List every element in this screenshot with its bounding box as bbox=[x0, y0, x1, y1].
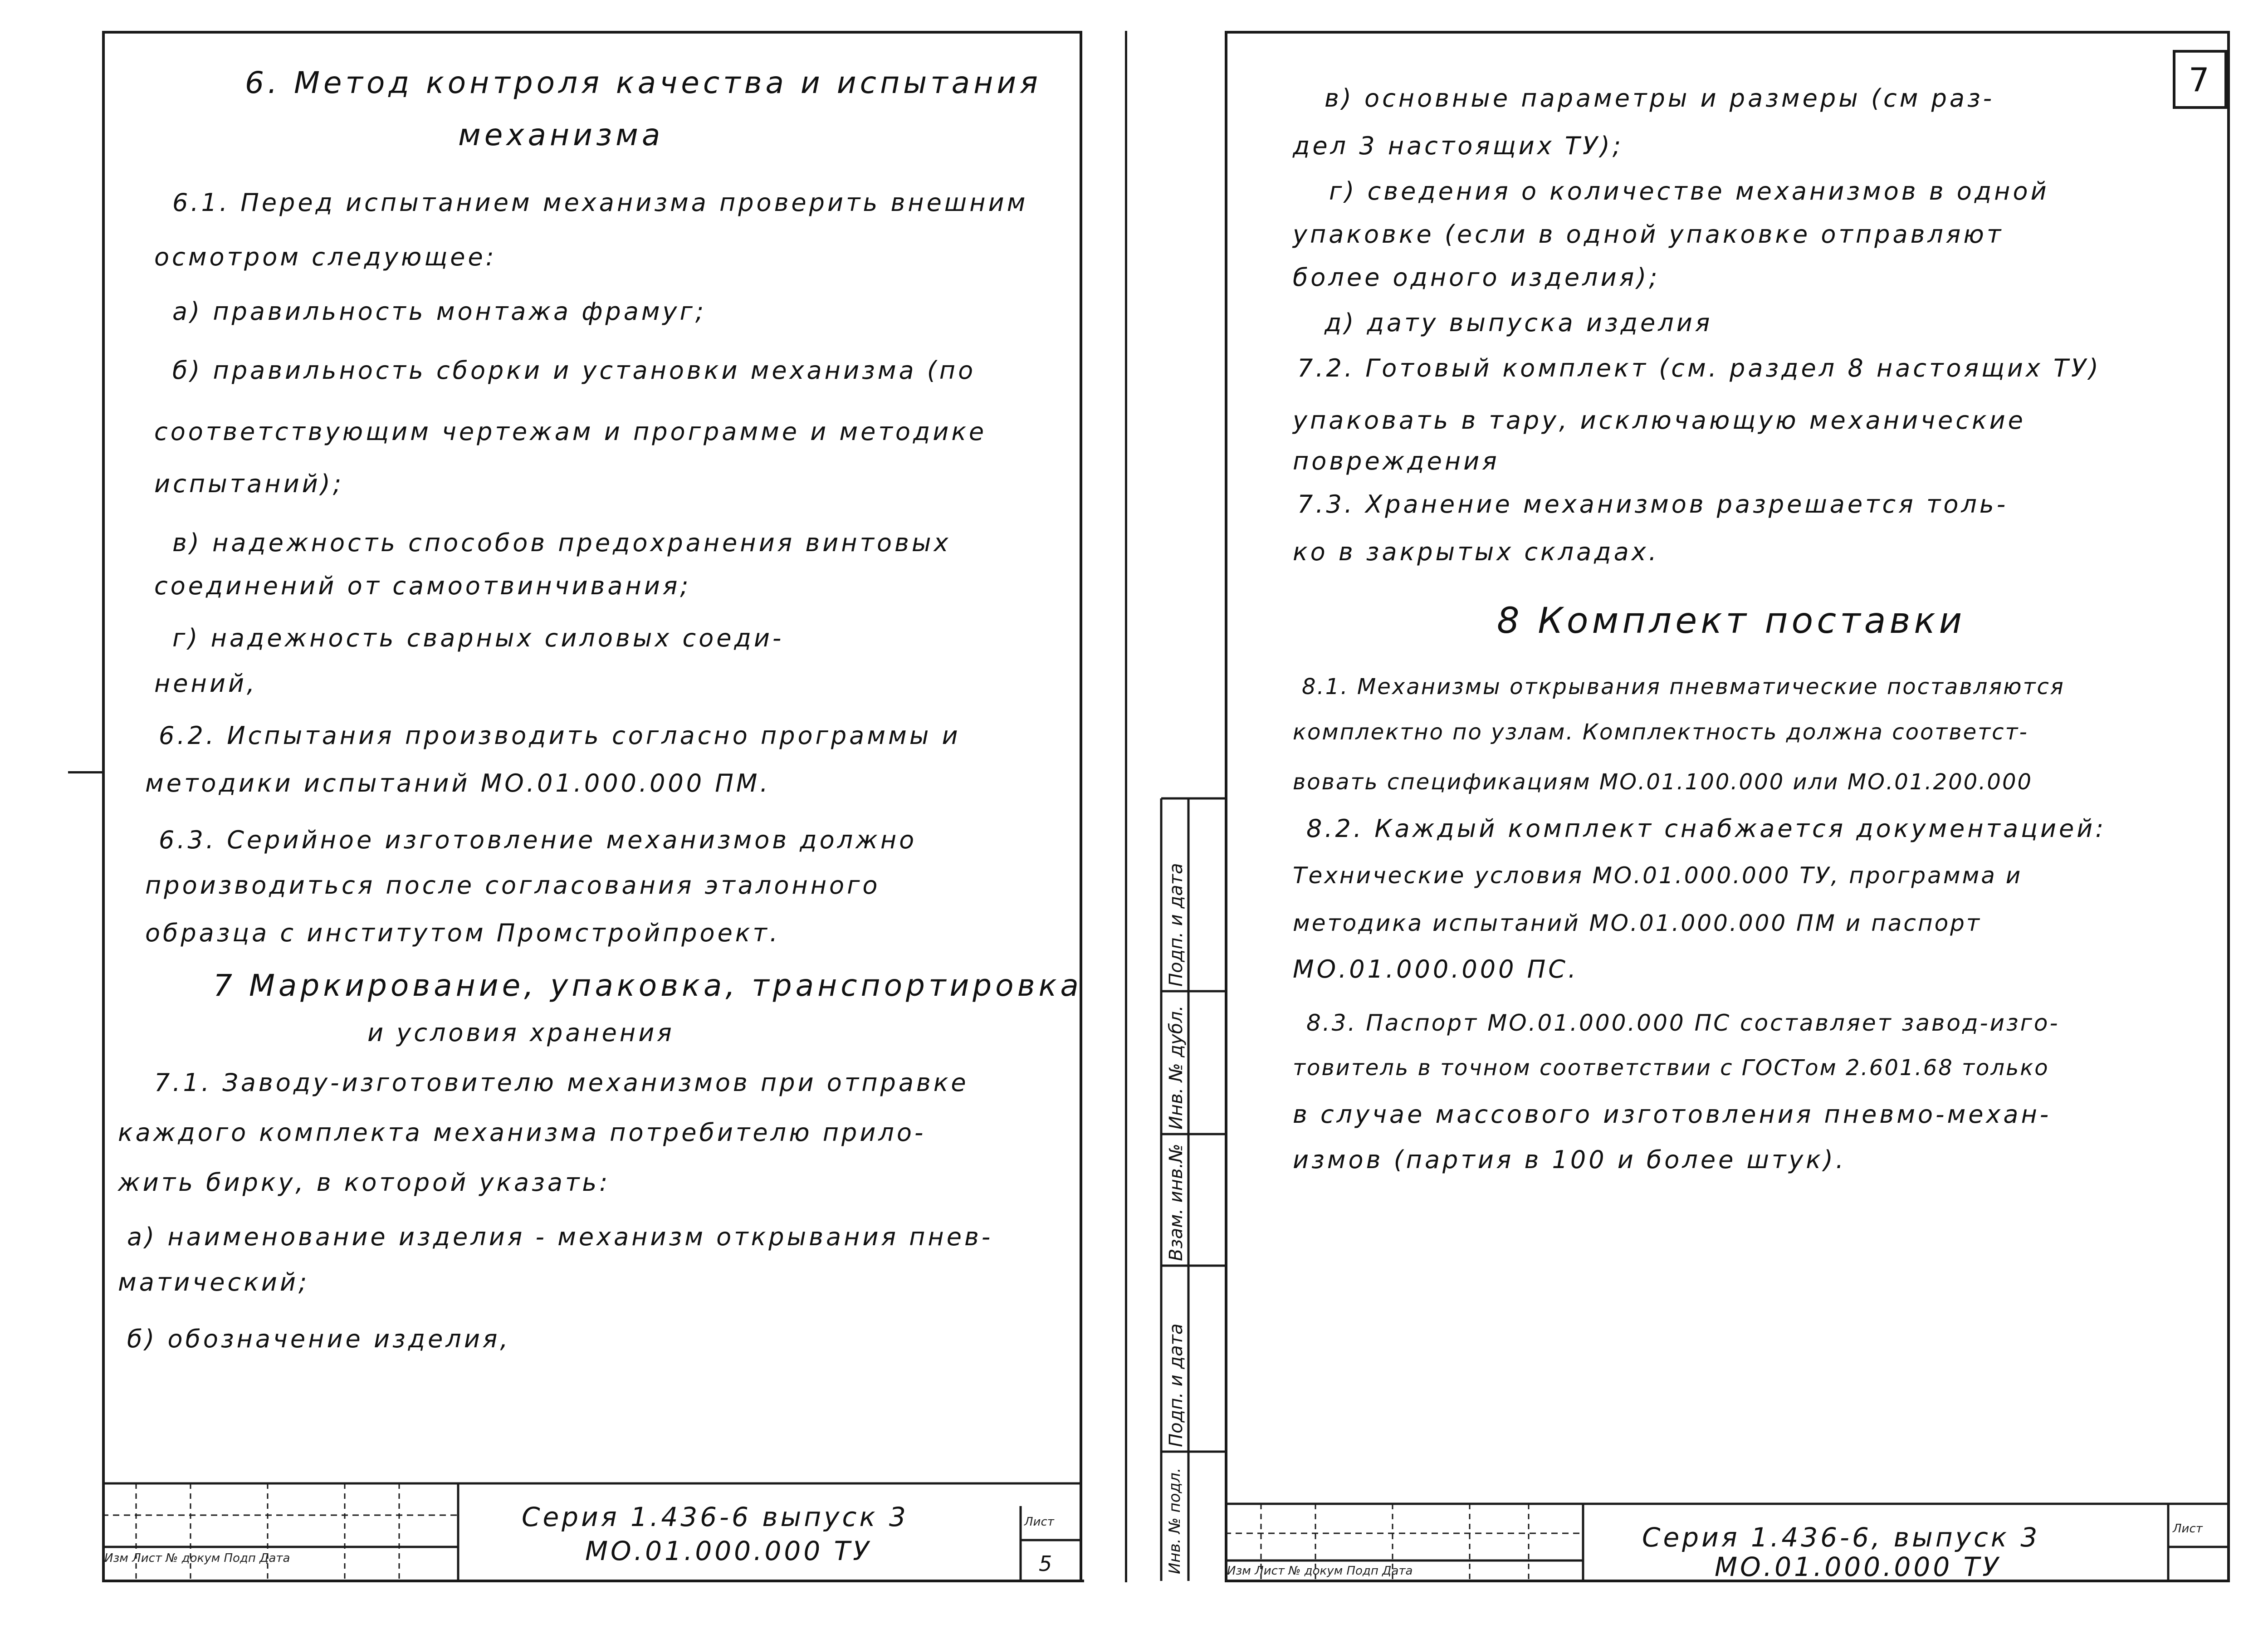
stamp-cell: Инв. № дубл. bbox=[1166, 1005, 1187, 1130]
text-line: а) правильность монтажа фрамуг; bbox=[172, 297, 707, 326]
section-6-heading: 6. Метод контроля качества и испытания bbox=[245, 65, 1041, 100]
text-line: МО.01.000.000 ПС. bbox=[1293, 955, 1579, 983]
stamp-cell: Подп. и дата bbox=[1166, 863, 1187, 987]
text-line: г) сведения о количестве механизмов в одной bbox=[1329, 177, 2049, 205]
text-line: 7.1. Заводу-изготовителю механизмов при отправке bbox=[154, 1068, 969, 1097]
text-line: д) дату выпуска изделия bbox=[1325, 308, 1713, 337]
text-line: б) правильность сборки и установки механизма (по bbox=[172, 356, 976, 385]
text-line: 8.3. Паспорт МО.01.000.000 ПС составляет завод-изго- bbox=[1306, 1010, 2060, 1036]
text-line: г) надежность сварных силовых соеди- bbox=[172, 624, 784, 652]
section-7-heading: 7 Маркирование, упаковка, транспортировка bbox=[213, 968, 1082, 1003]
text-line: производиться после согласования эталонного bbox=[145, 871, 880, 900]
sheet-label: Лист bbox=[2173, 1522, 2203, 1536]
column-labels: Изм Лист № докум Подп Дата bbox=[1227, 1564, 1413, 1578]
text-line: б) обозначение изделия, bbox=[127, 1325, 511, 1353]
text-line: в) надежность способов предохранения винтовых bbox=[172, 528, 951, 557]
text-line: 7.3. Хранение механизмов разрешается толь- bbox=[1297, 490, 2009, 519]
section-6-heading-cont: механизма bbox=[458, 117, 664, 152]
text-line: соответствующим чертежам и программе и методике bbox=[154, 417, 987, 446]
text-line: методика испытаний МО.01.000.000 ПМ и паспорт bbox=[1293, 910, 1982, 936]
stamp-cell: Взам. инв.№ bbox=[1166, 1144, 1187, 1261]
text-line: 6.2. Испытания производить согласно программы и bbox=[159, 721, 961, 750]
text-line: упаковать в тару, исключающую механические bbox=[1293, 406, 2026, 435]
series-label: Серия 1.436-6 выпуск 3 bbox=[522, 1502, 909, 1532]
section-8-heading: 8 Комплект поставки bbox=[1497, 601, 1966, 641]
sheet-label: Лист bbox=[1024, 1515, 1054, 1529]
section-7-heading-cont: и условия хранения bbox=[367, 1018, 675, 1047]
text-line: вовать спецификациям МО.01.100.000 или МО.01.200.000 bbox=[1293, 769, 2033, 795]
text-line: упаковке (если в одной упаковке отправляют bbox=[1293, 220, 2004, 249]
sheet-number: 5 bbox=[1039, 1551, 1055, 1576]
text-line: каждого комплекта механизма потребителю прило- bbox=[118, 1118, 926, 1147]
text-line: дел 3 настоящих ТУ); bbox=[1293, 132, 1624, 160]
text-line: испытаний); bbox=[154, 470, 344, 498]
text-line: 8.2. Каждый комплект снабжается документацией: bbox=[1306, 814, 2107, 843]
stamp-cell: Инв. № подл. bbox=[1166, 1468, 1184, 1574]
doc-code: МО.01.000.000 ТУ bbox=[585, 1536, 872, 1566]
text-line: 7.2. Готовый комплект (см. раздел 8 настоящих ТУ) bbox=[1297, 354, 2101, 382]
text-line: измов (партия в 100 и более штук). bbox=[1293, 1145, 1847, 1174]
text-line: осмотром следующее: bbox=[154, 243, 497, 271]
text-line: матический; bbox=[118, 1268, 310, 1296]
doc-code: МО.01.000.000 ТУ bbox=[1715, 1551, 2001, 1582]
text-line: Технические условия МО.01.000.000 ТУ, программа и bbox=[1293, 862, 2023, 889]
text-line: в случае массового изготовления пневмо-механ- bbox=[1293, 1100, 2052, 1129]
text-line: повреждения bbox=[1293, 447, 1500, 475]
text-line: 6.3. Серийное изготовление механизмов должно bbox=[159, 826, 917, 854]
text-line: 8.1. Механизмы открывания пневматические поставляются bbox=[1302, 674, 2065, 700]
text-line: соединений от самоотвинчивания; bbox=[154, 572, 691, 600]
stamp-cell: Подп. и дата bbox=[1166, 1323, 1187, 1447]
text-line: нений, bbox=[154, 669, 258, 698]
text-line: ко в закрытых складах. bbox=[1293, 538, 1659, 566]
column-labels: Изм Лист № докум Подп Дата bbox=[104, 1551, 290, 1565]
text-line: образца с институтом Промстройпроект. bbox=[145, 919, 781, 947]
text-line: 6.1. Перед испытанием механизма проверить внешним bbox=[172, 188, 1028, 217]
text-line: методики испытаний МО.01.000.000 ПМ. bbox=[145, 769, 771, 797]
text-line: а) наименование изделия - механизм открывания пнев- bbox=[127, 1223, 993, 1251]
text-line: в) основные параметры и размеры (см раз- bbox=[1325, 84, 1995, 113]
text-line: более одного изделия); bbox=[1293, 263, 1660, 292]
text-line: комплектно по узлам. Комплектность должна соответст- bbox=[1293, 719, 2028, 745]
text-line: товитель в точном соответствии с ГОСТом 2.601.68 только bbox=[1293, 1055, 2049, 1081]
text-line: жить бирку, в которой указать: bbox=[118, 1168, 611, 1197]
page-number: 7 bbox=[2189, 61, 2212, 99]
series-label: Серия 1.436-6, выпуск 3 bbox=[1642, 1522, 2040, 1553]
